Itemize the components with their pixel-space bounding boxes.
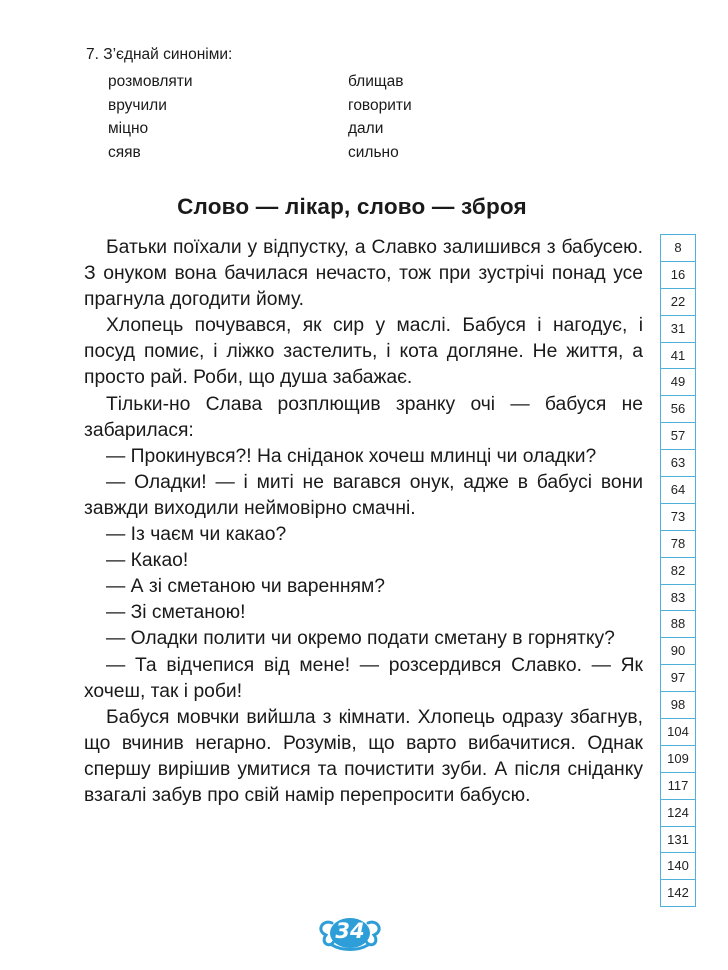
synonym-right-item: сильно — [348, 143, 399, 161]
synonym-right-item: говорити — [348, 96, 412, 114]
dialogue-line: — Оладки полити чи окремо подати сметану в горнятку? — [106, 628, 615, 650]
word-count-cell: 16 — [661, 262, 695, 289]
synonym-list-left — [108, 70, 193, 164]
word-count-cell: 142 — [661, 880, 695, 907]
word-count-cell: 90 — [661, 638, 695, 665]
word-count-cell: 104 — [661, 719, 695, 746]
synonym-left-item: розмовляти — [108, 73, 193, 90]
story-paragraph: Хлопець почувався, як сир у маслі. Бабуся і нагодує, і посуд помиє, і ліжко застелить, і кота догляне. Не життя, а просто рай. Роби, що душа забажає. — [84, 315, 643, 389]
word-count-cell: 63 — [661, 450, 695, 477]
word-count-cell: 97 — [661, 665, 695, 692]
dialogue-line: — Какао! — [106, 550, 189, 572]
synonym-left-item: вручили — [108, 96, 167, 114]
word-count-cell: 124 — [661, 800, 695, 827]
synonym-right-item: блищав — [348, 73, 404, 90]
word-count-cell: 131 — [661, 827, 695, 854]
word-count-cell: 78 — [661, 531, 695, 558]
word-count-cell: 49 — [661, 369, 695, 396]
word-count-cell: 56 — [661, 396, 695, 423]
story-paragraph: Батьки поїхали у відпустку, а Славко залишився з бабусею. З онуком вона бачилася нечасто, тож при зустрічі понад усе прагнула догодити йому. — [84, 237, 643, 311]
synonym-left-item: міцно — [108, 120, 149, 137]
story-text — [84, 235, 643, 809]
word-count-cell: 31 — [661, 316, 695, 343]
word-count-cell: 57 — [661, 423, 695, 450]
story-title: Слово — лікар, слово — зброя — [177, 194, 527, 219]
dialogue-line: — Прокинувся?! На сніданок хочеш млинці чи оладки? — [106, 445, 597, 467]
dialogue-line: — Оладки! — і миті не вагався онук, адже в бабусі вони завжди виходили неймовірно смачні. — [84, 471, 643, 519]
word-count-cell: 83 — [661, 585, 695, 612]
dialogue-line: — Та відчепися від мене! — розсердився Славко. — Як хочеш, так і роби! — [84, 654, 643, 702]
dialogue-line: — Зі сметаною! — [106, 602, 246, 624]
word-count-cell: 73 — [661, 504, 695, 531]
story-paragraph: Тільки-но Слава розплющив зранку очі — бабуся не забарилася: — [84, 393, 643, 441]
word-count-cell: 41 — [661, 343, 695, 370]
word-count-cell: 109 — [661, 746, 695, 773]
word-count-cell: 82 — [661, 558, 695, 585]
synonym-right-item: дали — [348, 120, 384, 137]
word-count-column — [660, 234, 696, 907]
word-count-cell: 98 — [661, 692, 695, 719]
word-count-cell: 8 — [661, 235, 695, 262]
dialogue-line: — А зі сметаною чи варенням? — [106, 576, 385, 598]
word-count-cell: 88 — [661, 611, 695, 638]
page-number-badge — [318, 915, 382, 951]
synonym-left-item: сяяв — [108, 143, 141, 161]
word-count-cell: 140 — [661, 853, 695, 880]
word-count-cell: 22 — [661, 289, 695, 316]
dialogue-line: — Із чаєм чи какао? — [106, 524, 287, 546]
word-count-cell: 117 — [661, 773, 695, 800]
page-number: 34 — [335, 919, 365, 943]
word-count-cell: 64 — [661, 477, 695, 504]
exercise-heading: 7. З’єднай синоніми: — [86, 46, 233, 63]
story-paragraph: Бабуся мовчки вийшла з кімнати. Хлопець одразу збагнув, що вчинив негарно. Розумів, що варто вибачитися. Однак спершу вирішив умитися та почистити зуби. А після сніданку взагалі забув про свій намір перепросити бабусю. — [84, 706, 643, 806]
synonym-list-right — [348, 70, 412, 164]
